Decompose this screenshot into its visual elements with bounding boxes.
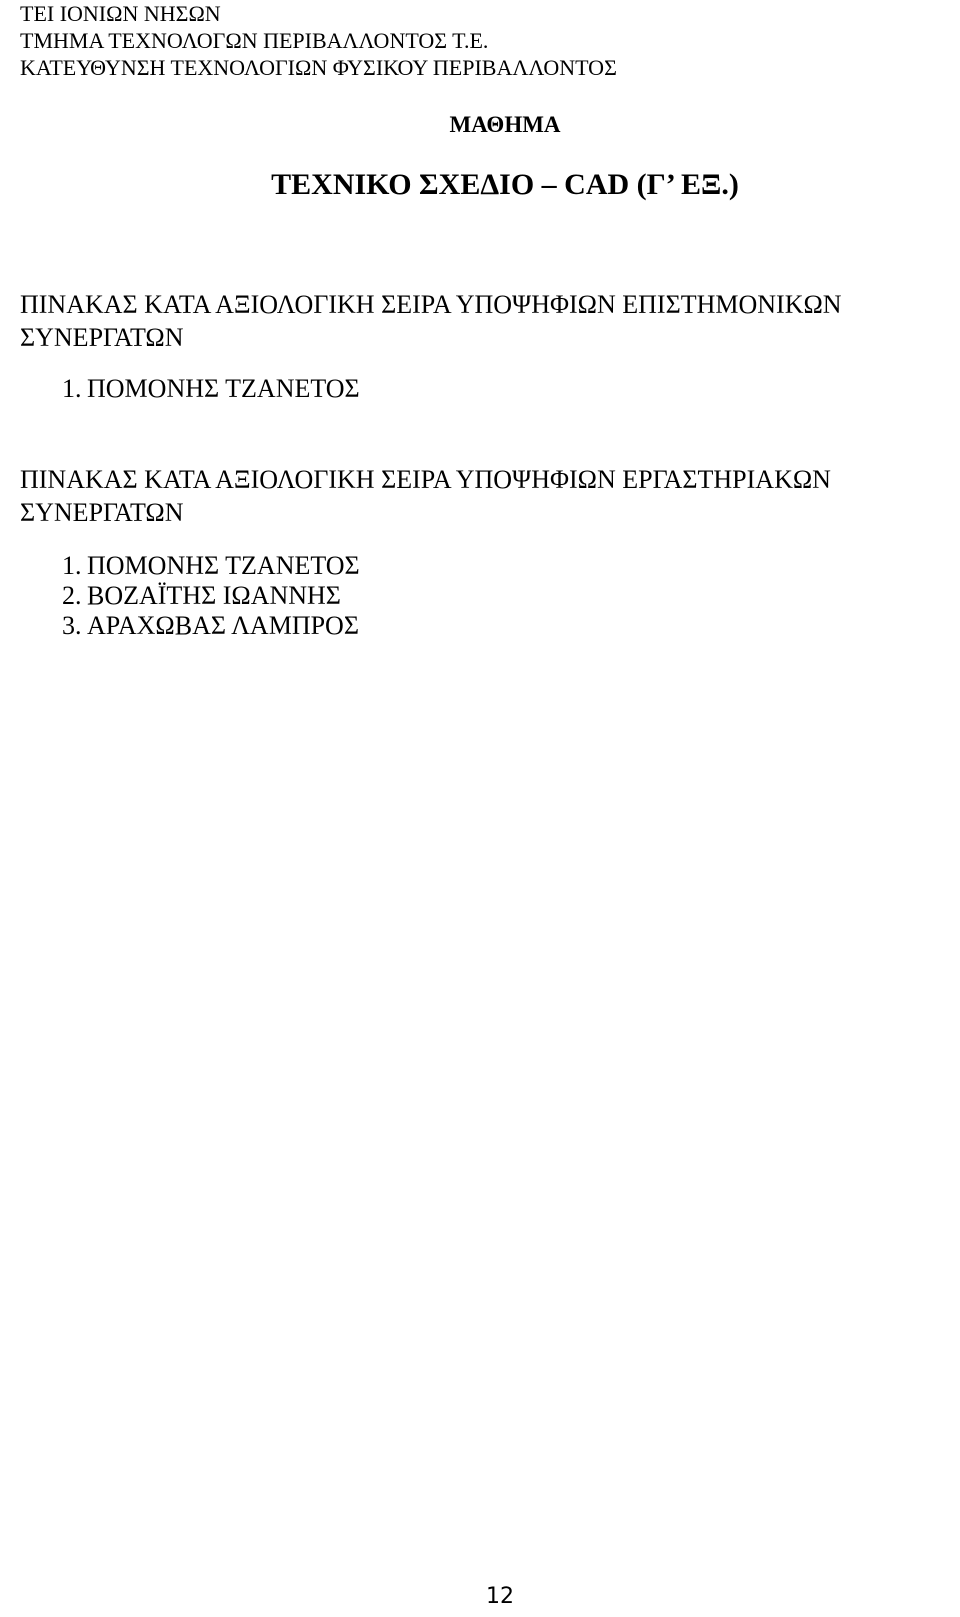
laboratory-collaborators-section (20, 463, 950, 641)
list-item (20, 581, 950, 611)
scientific-collaborators-section (20, 288, 950, 404)
candidate-name: ΑΡΑΧΩΒΑΣ ΛΑΜΠΡΟΣ (87, 611, 359, 640)
candidate-number: 2. (62, 581, 82, 610)
scientific-collaborators-heading: ΠΙΝΑΚΑΣ ΚΑΤΑ ΑΞΙΟΛΟΓΙΚΗ ΣΕΙΡΑ ΥΠΟΨΗΦΙΩΝ ΕΠΙΣΤΗΜΟΝΙΚΩΝ ΣΥΝΕΡΓΑΤΩΝ (20, 290, 842, 352)
document-header (20, 0, 617, 81)
candidate-name: ΒΟΖΑΪΤΗΣ ΙΩΑΝΝΗΣ (87, 581, 341, 610)
laboratory-collaborators-heading: ΠΙΝΑΚΑΣ ΚΑΤΑ ΑΞΙΟΛΟΓΙΚΗ ΣΕΙΡΑ ΥΠΟΨΗΦΙΩΝ ΕΡΓΑΣΤΗΡΙΑΚΩΝ ΣΥΝΕΡΓΑΤΩΝ (20, 465, 831, 527)
list-item (20, 374, 950, 404)
page-number: 12 (486, 1584, 514, 1609)
department-name: ΤΜΗΜΑ ΤΕΧΝΟΛΟΓΩΝ ΠΕΡΙΒΑΛΛΟΝΤΟΣ Τ.Ε. (20, 28, 489, 53)
laboratory-candidate-list (20, 551, 950, 641)
list-item (20, 551, 950, 581)
candidate-number: 1. (62, 374, 82, 403)
list-item (20, 611, 950, 641)
scientific-candidate-list (20, 374, 950, 404)
course-label: ΜΑΘΗΜΑ (449, 112, 561, 137)
course-title: ΤΕΧΝΙΚΟ ΣΧΕΔΙΟ – CAD (Γ’ ΕΞ.) (271, 168, 739, 201)
candidate-number: 1. (62, 551, 82, 580)
candidate-number: 3. (62, 611, 82, 640)
candidate-name: ΠΟΜΟΝΗΣ ΤΖΑΝΕΤΟΣ (87, 374, 360, 403)
institution-name: ΤΕΙ ΙΟΝΙΩΝ ΝΗΣΩΝ (20, 1, 221, 26)
direction-name: ΚΑΤΕΥΘΥΝΣΗ ΤΕΧΝΟΛΟΓΙΩΝ ΦΥΣΙΚΟΥ ΠΕΡΙΒΑΛΛΟΝΤΟΣ (20, 55, 617, 80)
candidate-name: ΠΟΜΟΝΗΣ ΤΖΑΝΕΤΟΣ (87, 551, 360, 580)
